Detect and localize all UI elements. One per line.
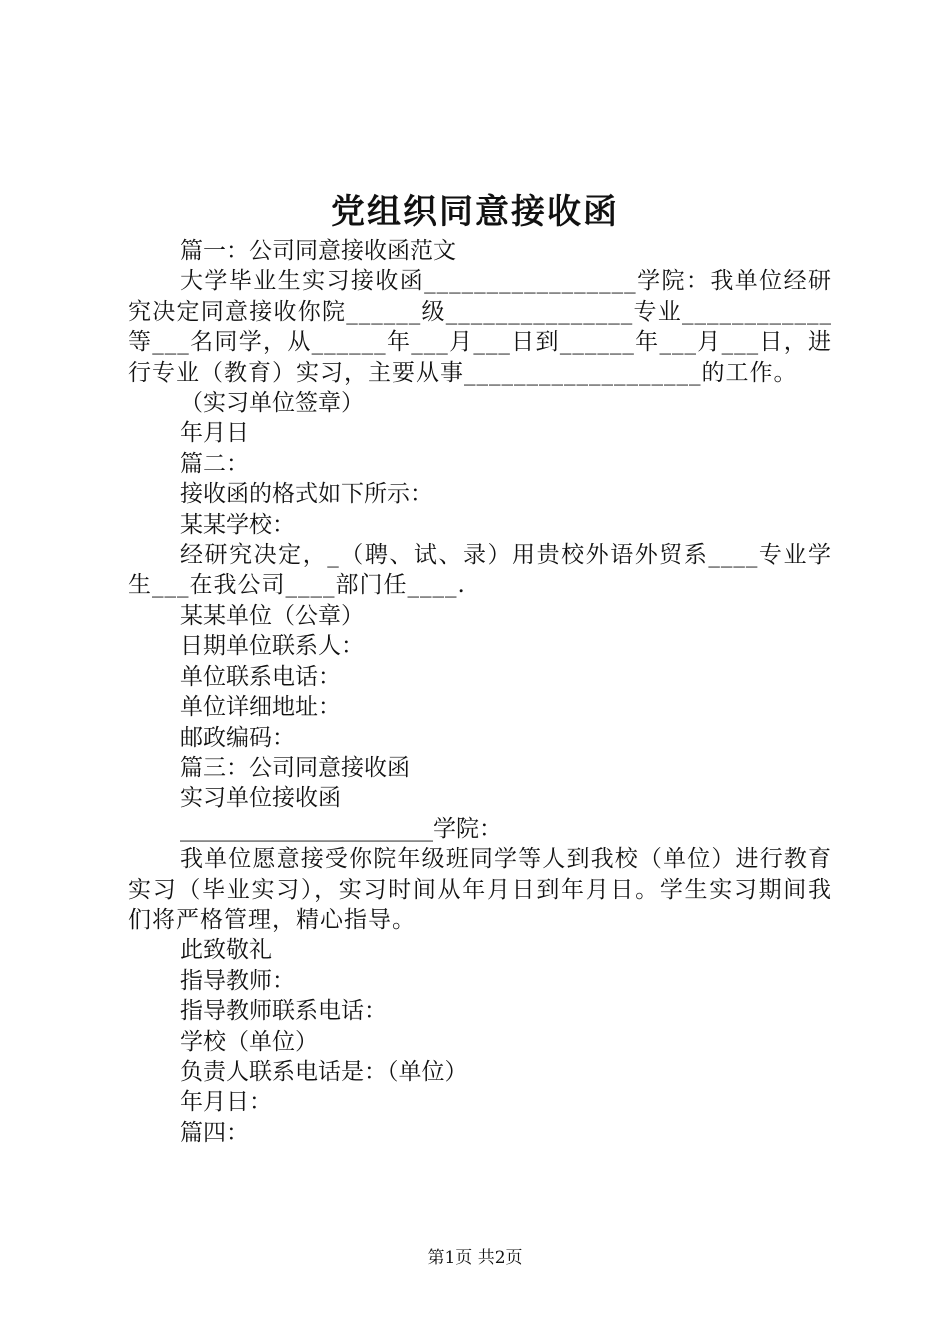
paragraph: （实习单位签章） (180, 390, 364, 417)
paragraph: 大学毕业生实习接收函_________________学院：我单位经研究决定同意接收你院______级_______________专业____________等___名同学，从______年___月___日到______年___月___日，进行专业（教育）实习，主要从事___________________的工作。 (128, 268, 832, 386)
paragraph: 单位联系电话： (180, 663, 341, 690)
paragraph: 实习单位接收函 (180, 785, 341, 812)
paragraph: 篇二： (180, 450, 249, 477)
paragraph: 某某学校： (180, 511, 295, 538)
paragraph: 指导教师联系电话： (180, 998, 387, 1025)
paragraph: 负责人联系电话是：（单位） (180, 1058, 468, 1085)
paragraph: 篇四： (180, 1119, 249, 1146)
paragraph: 此致敬礼 (180, 937, 272, 964)
page-number-footer: 第1页 共2页 (427, 1248, 523, 1268)
paragraph: 学校（单位） (180, 1028, 318, 1055)
paragraph: 某某单位（公章） (180, 602, 364, 629)
document-body (128, 236, 832, 1148)
paragraph: 篇一：公司同意接收函范文 (180, 238, 456, 264)
document-title: 党组织同意接收函 (331, 192, 619, 232)
paragraph: 单位详细地址： (180, 694, 341, 721)
paragraph: 经研究决定，_（聘、试、录）用贵校外语外贸系____专业学生___在我公司____部门任____. (128, 542, 832, 599)
paragraph: 我单位愿意接受你院年级班同学等人到我校（单位）进行教育实习（毕业实习），实习时间从年月日到年月日。学生实习期间我们将严格管理，精心指导。 (128, 846, 832, 933)
paragraph: 邮政编码： (180, 724, 295, 751)
paragraph: 接收函的格式如下所示： (180, 481, 433, 508)
paragraph: 日期单位联系人： (180, 633, 364, 660)
paragraph: 篇三：公司同意接收函 (180, 754, 410, 781)
paragraph: 年月日 (180, 420, 249, 447)
paragraph: ______________________学院： (180, 815, 502, 842)
paragraph: 年月日： (180, 1089, 272, 1116)
paragraph: 指导教师： (180, 967, 295, 994)
